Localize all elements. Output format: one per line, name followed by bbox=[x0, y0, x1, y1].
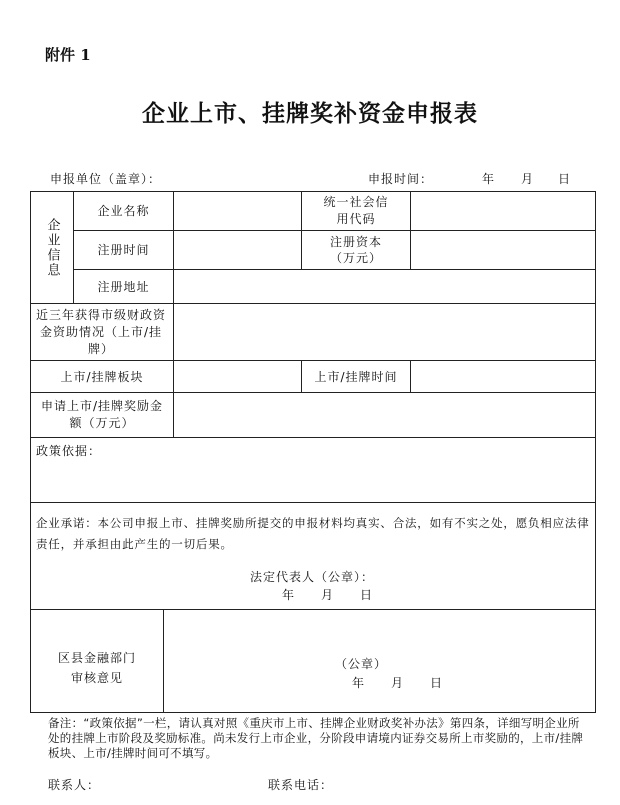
date-label: 申报时间： bbox=[368, 172, 434, 186]
date-month: 月 bbox=[521, 172, 534, 186]
reg-capital-value[interactable] bbox=[411, 231, 595, 269]
table-rule bbox=[30, 437, 596, 438]
label-policy-basis: 政策依据： bbox=[36, 444, 102, 458]
label-company-name: 企业名称 bbox=[97, 204, 150, 218]
commitment-text: 企业承诺：本公司申报上市、挂牌奖励所提交的申报材料均真实、合法，如有不实之处，愿负相应法律责任，并承担由此产生的一切后果。 bbox=[36, 516, 590, 551]
page-title: 企业上市、挂牌奖补资金申报表 bbox=[142, 100, 478, 127]
seal-label: （公章） bbox=[335, 657, 388, 671]
footer-note: 备注：“政策依据”一栏，请认真对照《重庆市上市、挂牌企业财政奖补办法》第四条，详细写明企业所处的挂牌上市阶段及奖励标准。尚未发行上市企业，分阶段申请境内证券交易所上市奖励的，上市/挂牌板块、上市/挂牌时间可不填写。 bbox=[48, 716, 584, 760]
listing-board-value[interactable] bbox=[174, 361, 301, 392]
label-credit-code: 统一社会信用代码 bbox=[323, 195, 389, 226]
reg-address-value[interactable] bbox=[174, 270, 595, 303]
table-rule bbox=[30, 502, 596, 503]
phone-label: 联系电话： bbox=[268, 778, 334, 792]
label-reg-time: 注册时间 bbox=[97, 243, 150, 257]
table-border-bottom bbox=[30, 712, 596, 713]
label-reg-capital bbox=[302, 231, 410, 269]
award-amount-value[interactable] bbox=[174, 393, 595, 437]
date-day: 日 bbox=[558, 172, 571, 186]
label-listing-board: 上市/挂牌板块 bbox=[60, 369, 144, 384]
label-listing-time: 上市/挂牌时间 bbox=[314, 369, 398, 384]
table-rule bbox=[163, 609, 164, 712]
date-year: 年 bbox=[482, 172, 495, 186]
attachment-label: 附件 1 bbox=[45, 46, 91, 64]
listing-time-value[interactable] bbox=[411, 361, 595, 392]
reg-time-value[interactable] bbox=[174, 231, 301, 269]
label-district-review: 区县金融部门审核意见 bbox=[57, 651, 136, 685]
reg-capital-line2: （万元） bbox=[329, 251, 382, 265]
applicant-label: 申报单位（盖章）： bbox=[50, 172, 162, 186]
contact-label: 联系人： bbox=[48, 778, 101, 792]
label-reg-address: 注册地址 bbox=[97, 279, 150, 294]
review-date: 年 月 日 bbox=[352, 676, 444, 690]
legal-rep-label: 法定代表人（公章）： bbox=[250, 570, 375, 584]
company-name-value[interactable] bbox=[174, 192, 301, 230]
credit-code-value[interactable] bbox=[411, 192, 595, 230]
table-rule bbox=[30, 609, 596, 610]
table-border-right bbox=[595, 191, 596, 713]
section-company-info: 企业信息 bbox=[44, 217, 60, 278]
label-award-amount: 申请上市/挂牌奖励金额（万元） bbox=[40, 399, 164, 430]
table-border-left bbox=[30, 191, 31, 713]
label-funding-history: 近三年获得市级财政资金资助情况（上市/挂牌） bbox=[35, 307, 166, 356]
reg-capital-line1: 注册资本 bbox=[329, 235, 382, 249]
funding-history-value[interactable] bbox=[174, 304, 595, 360]
commitment-date: 年 月 日 bbox=[282, 588, 374, 602]
